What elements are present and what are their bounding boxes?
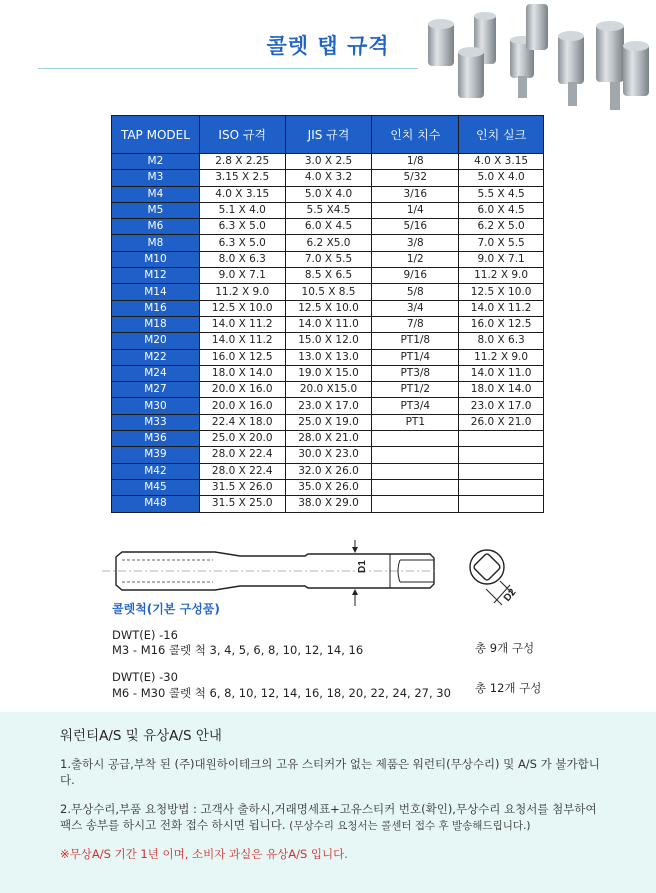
tap-model-cell: M27	[112, 382, 200, 398]
tap-model-cell: M14	[112, 284, 200, 300]
table-cell	[372, 447, 459, 463]
warranty-paragraph-2	[60, 801, 600, 834]
table-cell: 5/32	[372, 170, 459, 186]
table-cell: 7/8	[372, 316, 459, 332]
table-cell: 14.0 X 11.0	[285, 316, 372, 332]
table-cell: 18.0 X 14.0	[199, 365, 285, 381]
table-cell: 22.4 X 18.0	[199, 414, 285, 430]
table-cell: 5.1 X 4.0	[199, 202, 285, 218]
table-row	[112, 398, 544, 414]
header-inch-size: 인치 치수	[372, 116, 459, 154]
tap-model-cell: M18	[112, 316, 200, 332]
table-cell: PT1	[372, 414, 459, 430]
table-row	[112, 170, 544, 186]
table-cell: 1/8	[372, 154, 459, 170]
tap-model-cell: M24	[112, 365, 200, 381]
table-row	[112, 431, 544, 447]
table-cell: 6.0 X 4.5	[285, 219, 372, 235]
table-cell: 32.0 X 26.0	[285, 463, 372, 479]
table-cell: 5/8	[372, 284, 459, 300]
table-row	[112, 479, 544, 495]
collet-tap-end-view	[462, 545, 532, 615]
table-row	[112, 235, 544, 251]
table-row	[112, 154, 544, 170]
table-cell: 5.0 X 4.0	[459, 170, 544, 186]
tap-model-cell: M39	[112, 447, 200, 463]
table-cell: 23.0 X 17.0	[285, 398, 372, 414]
table-cell: 31.5 X 25.0	[199, 496, 285, 512]
table-cell: 9.0 X 7.1	[199, 268, 285, 284]
collet-tap-spec-table	[111, 115, 544, 513]
set-name-dwt30: DWT(E) -30	[112, 670, 178, 684]
tap-model-cell: M42	[112, 463, 200, 479]
table-cell: PT1/4	[372, 349, 459, 365]
table-row	[112, 251, 544, 267]
table-cell: 11.2 X 9.0	[459, 349, 544, 365]
tap-model-cell: M20	[112, 333, 200, 349]
table-header-row	[112, 116, 544, 154]
table-cell: 25.0 X 20.0	[199, 431, 285, 447]
table-cell: 35.0 X 26.0	[285, 479, 372, 495]
table-row	[112, 316, 544, 332]
table-cell: 14.0 X 11.2	[459, 300, 544, 316]
tap-model-cell: M8	[112, 235, 200, 251]
tap-model-cell: M48	[112, 496, 200, 512]
table-cell	[459, 479, 544, 495]
table-row	[112, 365, 544, 381]
table-cell: 14.0 X 11.2	[199, 333, 285, 349]
table-cell: 16.0 X 12.5	[459, 316, 544, 332]
table-cell: 1/4	[372, 202, 459, 218]
set-count-dwt16: 총 9개 구성	[475, 641, 535, 655]
table-row	[112, 284, 544, 300]
table-cell: 18.0 X 14.0	[459, 382, 544, 398]
table-cell: 6.3 X 5.0	[199, 235, 285, 251]
table-cell: 5.5 X 4.5	[459, 186, 544, 202]
table-cell: 28.0 X 22.4	[199, 447, 285, 463]
table-cell: 4.0 X 3.2	[285, 170, 372, 186]
table-cell: 13.0 X 13.0	[285, 349, 372, 365]
table-cell: 14.0 X 11.2	[199, 316, 285, 332]
header-jis: JIS 규격	[285, 116, 372, 154]
warranty-warning: ※무상A/S 기간 1년 이며, 소비자 과실은 유상A/S 입니다.	[60, 847, 348, 861]
table-row	[112, 382, 544, 398]
table-cell: 16.0 X 12.5	[199, 349, 285, 365]
table-cell: 6.2 X 5.0	[459, 219, 544, 235]
table-cell: 19.0 X 15.0	[285, 365, 372, 381]
tap-model-cell: M33	[112, 414, 200, 430]
table-cell: 12.5 X 10.0	[199, 300, 285, 316]
table-row	[112, 349, 544, 365]
warranty-paragraph-2-main: 2.무상수리,부품 요청방법 : 고객사 출하시,거래명세표+고유스티커 번호(확인),무상수리 요청서를 첨부하여 팩스 송부를 하시고 전화 접수 하시면 됩니다.	[60, 802, 597, 832]
table-row	[112, 463, 544, 479]
table-cell: 3.15 X 2.5	[199, 170, 285, 186]
table-row	[112, 219, 544, 235]
table-cell: 23.0 X 17.0	[459, 398, 544, 414]
table-cell: 6.2 X5.0	[285, 235, 372, 251]
table-cell: 25.0 X 19.0	[285, 414, 372, 430]
table-cell: PT3/8	[372, 365, 459, 381]
table-cell: 15.0 X 12.0	[285, 333, 372, 349]
table-cell: 3/16	[372, 186, 459, 202]
set-desc-dwt16: M3 - M16 콜렛 척 3, 4, 5, 6, 8, 10, 12, 14, 16	[112, 643, 364, 657]
table-row	[112, 186, 544, 202]
table-cell: 3/4	[372, 300, 459, 316]
tap-model-cell: M6	[112, 219, 200, 235]
header-inch-silk: 인치 실크	[459, 116, 544, 154]
table-cell: 30.0 X 23.0	[285, 447, 372, 463]
collet-tap-photo	[418, 4, 656, 112]
table-cell: 11.2 X 9.0	[459, 268, 544, 284]
tap-model-cell: M2	[112, 154, 200, 170]
table-cell: 5.5 X4.5	[285, 202, 372, 218]
tap-model-cell: M4	[112, 186, 200, 202]
table-cell: 7.0 X 5.5	[459, 235, 544, 251]
table-cell	[372, 496, 459, 512]
table-cell: 26.0 X 21.0	[459, 414, 544, 430]
header-tap-model: TAP MODEL	[112, 116, 200, 154]
table-cell: PT1/8	[372, 333, 459, 349]
table-cell: 14.0 X 11.0	[459, 365, 544, 381]
table-row	[112, 414, 544, 430]
table-cell: 6.3 X 5.0	[199, 219, 285, 235]
table-cell: 12.5 X 10.0	[459, 284, 544, 300]
table-cell: 6.0 X 4.5	[459, 202, 544, 218]
tap-model-cell: M3	[112, 170, 200, 186]
set-desc-dwt30: M6 - M30 콜렛 척 6, 8, 10, 12, 14, 16, 18, 20, 22, 24, 27, 30	[112, 686, 451, 700]
title-underline	[38, 68, 418, 69]
table-cell	[459, 496, 544, 512]
table-cell	[372, 479, 459, 495]
warranty-title: 워런티A/S 및 유상A/S 안내	[60, 728, 222, 744]
table-row	[112, 202, 544, 218]
table-cell: 8.0 X 6.3	[459, 333, 544, 349]
tap-model-cell: M10	[112, 251, 200, 267]
warranty-paragraph-2-note: (무상수리 요청서는 콜센터 접수 후 발송해드립니다.)	[289, 820, 531, 832]
table-cell: 4.0 X 3.15	[199, 186, 285, 202]
tap-model-cell: M16	[112, 300, 200, 316]
table-cell: 11.2 X 9.0	[199, 284, 285, 300]
tap-model-cell: M12	[112, 268, 200, 284]
table-row	[112, 300, 544, 316]
table-cell: 28.0 X 21.0	[285, 431, 372, 447]
table-cell	[459, 463, 544, 479]
page-title: 콜렛 탭 규격	[266, 34, 390, 58]
table-cell: 31.5 X 26.0	[199, 479, 285, 495]
table-cell: 3/8	[372, 235, 459, 251]
table-cell: 7.0 X 5.5	[285, 251, 372, 267]
table-cell: 3.0 X 2.5	[285, 154, 372, 170]
table-cell: 9.0 X 7.1	[459, 251, 544, 267]
table-row	[112, 268, 544, 284]
table-cell	[372, 431, 459, 447]
tap-model-cell: M5	[112, 202, 200, 218]
table-cell: 5/16	[372, 219, 459, 235]
table-cell: 10.5 X 8.5	[285, 284, 372, 300]
table-cell: PT1/2	[372, 382, 459, 398]
warranty-paragraph-1: 1.출하시 공급,부착 된 (주)대원하이테크의 고유 스티커가 없는 제품은 워런티(무상수리) 및 A/S 가 불가합니다.	[60, 757, 600, 787]
collet-chuck-title: 콜렛척(기본 구성품)	[112, 602, 220, 616]
table-cell	[459, 431, 544, 447]
table-cell: 38.0 X 29.0	[285, 496, 372, 512]
table-cell: 20.0 X 16.0	[199, 382, 285, 398]
table-cell: 12.5 X 10.0	[285, 300, 372, 316]
table-cell: 4.0 X 3.15	[459, 154, 544, 170]
d2-label: D2	[501, 586, 519, 604]
d1-label: D1	[357, 560, 368, 573]
table-cell: 20.0 X 16.0	[199, 398, 285, 414]
table-cell: 8.0 X 6.3	[199, 251, 285, 267]
tap-model-cell: M30	[112, 398, 200, 414]
header-iso: ISO 규격	[199, 116, 285, 154]
table-cell: 20.0 X15.0	[285, 382, 372, 398]
table-row	[112, 496, 544, 512]
table-row	[112, 447, 544, 463]
table-cell: 9/16	[372, 268, 459, 284]
set-name-dwt16: DWT(E) -16	[112, 628, 178, 642]
tap-model-cell: M36	[112, 431, 200, 447]
table-cell: PT3/4	[372, 398, 459, 414]
table-cell	[459, 447, 544, 463]
table-cell: 1/2	[372, 251, 459, 267]
table-cell: 5.0 X 4.0	[285, 186, 372, 202]
table-row	[112, 333, 544, 349]
collet-tap-drawing	[100, 540, 440, 606]
set-count-dwt30: 총 12개 구성	[475, 681, 542, 695]
table-cell: 8.5 X 6.5	[285, 268, 372, 284]
tap-model-cell: M45	[112, 479, 200, 495]
tap-model-cell: M22	[112, 349, 200, 365]
table-cell: 28.0 X 22.4	[199, 463, 285, 479]
table-cell: 2.8 X 2.25	[199, 154, 285, 170]
table-cell	[372, 463, 459, 479]
